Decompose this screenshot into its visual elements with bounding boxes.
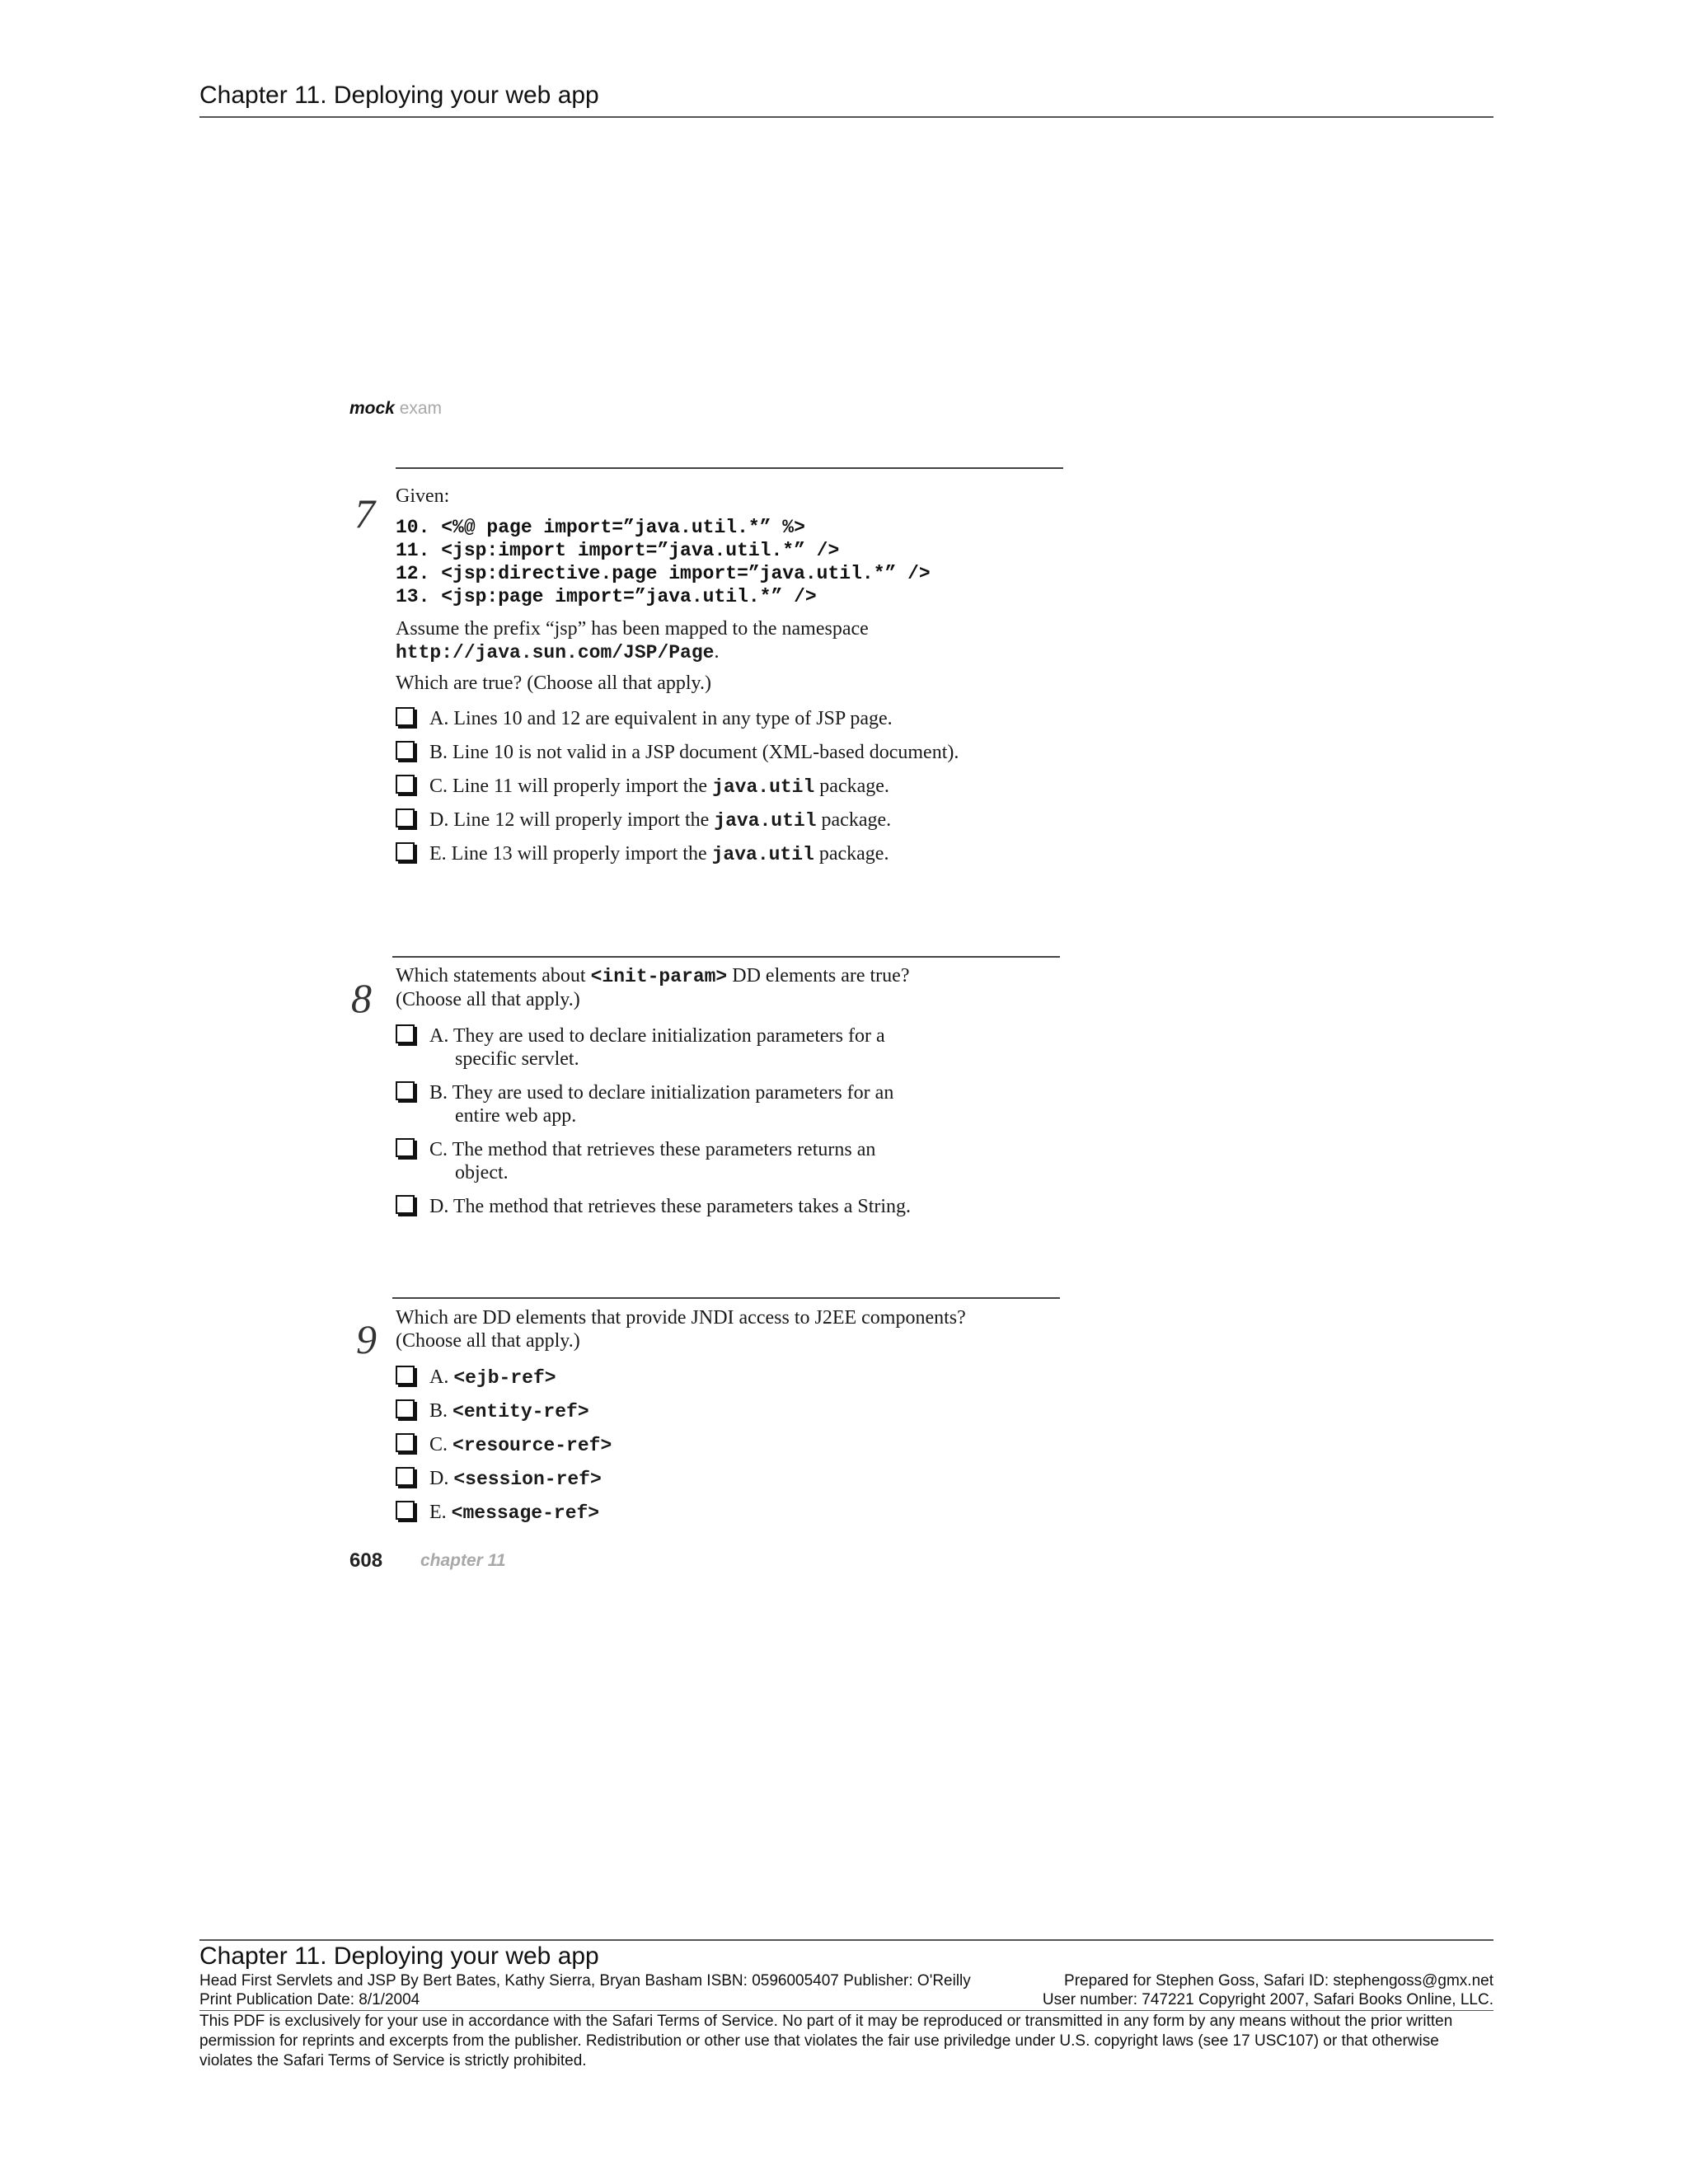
assumption-text: Assume the prefix “jsp” has been mapped to the namespace	[396, 618, 869, 640]
section-label-light: exam	[399, 399, 443, 418]
code-line: 12. <jsp:directive.page import=”java.util.*” />	[396, 563, 931, 584]
option-label: A. They are used to declare initialization parameters for a	[429, 1025, 885, 1047]
question-9-prompt	[396, 1306, 966, 1352]
checkbox-icon[interactable]	[396, 1366, 415, 1385]
option-label-cont: object.	[455, 1162, 509, 1183]
option-label-end: package.	[814, 776, 889, 797]
option-label-end: package.	[816, 809, 892, 831]
checkbox-icon[interactable]	[396, 741, 415, 760]
question-8-divider	[392, 956, 1060, 958]
option-label: C. The method that retrieves these parameters returns an	[429, 1139, 876, 1160]
question-9-divider	[392, 1297, 1060, 1299]
option-label: A. Lines 10 and 12 are equivalent in any type of JSP page.	[429, 708, 893, 729]
option-label: C. Line 11 will properly import the	[429, 776, 713, 797]
checkbox-icon[interactable]	[396, 808, 415, 827]
question-8-option-a[interactable]	[396, 1024, 885, 1071]
checkbox-icon[interactable]	[396, 1501, 415, 1520]
package-name: java.util	[712, 776, 815, 798]
checkbox-icon[interactable]	[396, 842, 415, 861]
checkbox-icon[interactable]	[396, 1399, 415, 1418]
question-7-option-e[interactable]	[396, 842, 889, 866]
question-7-code-block	[396, 516, 931, 608]
prompt-text: Which statements about	[396, 965, 591, 987]
code-line: 11. <jsp:import import=”java.util.*” />	[396, 540, 840, 561]
option-letter: A.	[429, 1366, 449, 1388]
page-chapter-label: chapter 11	[420, 1551, 506, 1570]
option-code: <message-ref>	[451, 1502, 600, 1524]
option-label: D. Line 12 will properly import the	[429, 809, 715, 831]
question-7-number: 7	[354, 490, 375, 537]
prompt-text: Which are DD elements that provide JNDI access to J2EE components?	[396, 1307, 966, 1329]
option-letter: D.	[429, 1468, 449, 1489]
init-param-code: <init-param>	[590, 966, 728, 987]
option-label-cont: entire web app.	[455, 1105, 577, 1127]
question-8-number: 8	[351, 975, 372, 1021]
prompt-line-2: (Choose all that apply.)	[396, 1330, 580, 1352]
question-7-option-a[interactable]	[396, 707, 893, 730]
footer-user-number: User number: 747221 Copyright 2007, Safari Books Online, LLC.	[1042, 1991, 1493, 2008]
option-label: B. Line 10 is not valid in a JSP document (XML-based document).	[429, 742, 959, 763]
footer-legal-notice: This PDF is exclusively for your use in accordance with the Safari Terms of Service. No part of it may be reproduced or transmitted in any form by any means without the prior written permission for reprints and excerpts from the publisher. Redistribution or other use that violates the fair use priviledge under U.S. copyright laws (see 17 USC107) or that otherwise violates the Safari Terms of Service is strictly prohibited.	[199, 2013, 1453, 2069]
footer-pub-date: Print Publication Date: 8/1/2004	[199, 1991, 420, 2008]
question-7-divider	[396, 467, 1063, 469]
checkbox-icon[interactable]	[396, 1024, 415, 1043]
option-label: E. Line 13 will properly import the	[429, 843, 712, 865]
question-7-intro: Given:	[396, 485, 450, 507]
section-label	[349, 399, 442, 419]
footer-divider-top	[199, 1939, 1493, 1941]
checkbox-icon[interactable]	[396, 1433, 415, 1452]
option-code: <resource-ref>	[452, 1435, 612, 1456]
question-8-option-d[interactable]	[396, 1195, 911, 1218]
option-label: D. The method that retrieves these parameters takes a String.	[429, 1196, 912, 1217]
question-9-number: 9	[356, 1316, 377, 1362]
question-7-option-b[interactable]	[396, 741, 959, 764]
question-7-option-c[interactable]	[396, 775, 889, 799]
option-code: <entity-ref>	[452, 1401, 589, 1422]
option-letter: B.	[429, 1400, 448, 1422]
header-divider	[199, 116, 1493, 118]
question-9-option-d[interactable]	[396, 1467, 602, 1491]
checkbox-icon[interactable]	[396, 775, 415, 794]
footer-prepared-for: Prepared for Stephen Goss, Safari ID: stephengoss@gmx.net	[1064, 1972, 1493, 1990]
namespace-uri: http://java.sun.com/JSP/Page	[396, 642, 715, 663]
question-9-option-a[interactable]	[396, 1366, 556, 1390]
question-7-prompt: Which are true? (Choose all that apply.)	[396, 673, 711, 694]
checkbox-icon[interactable]	[396, 1195, 415, 1214]
checkbox-icon[interactable]	[396, 1081, 415, 1100]
option-label-cont: specific servlet.	[455, 1048, 579, 1070]
question-8-option-b[interactable]	[396, 1081, 893, 1127]
section-label-bold: mock	[349, 399, 395, 418]
prompt-line-2: (Choose all that apply.)	[396, 989, 580, 1010]
question-9-option-b[interactable]	[396, 1399, 589, 1423]
option-label: B. They are used to declare initialization parameters for an	[429, 1082, 894, 1104]
question-9-option-c[interactable]	[396, 1433, 612, 1457]
question-8-option-c[interactable]	[396, 1138, 875, 1184]
package-name: java.util	[711, 844, 814, 865]
checkbox-icon[interactable]	[396, 707, 415, 726]
namespace-period: .	[714, 641, 720, 663]
prompt-text-end: DD elements are true?	[727, 965, 910, 987]
question-7-option-d[interactable]	[396, 808, 891, 832]
code-line: 13. <jsp:page import=”java.util.*” />	[396, 586, 817, 607]
option-letter: C.	[429, 1434, 448, 1455]
package-name: java.util	[714, 810, 817, 832]
page-header-title: Chapter 11. Deploying your web app	[199, 82, 599, 109]
question-8-prompt	[396, 964, 909, 1011]
question-9-option-e[interactable]	[396, 1501, 599, 1525]
code-line: 10. <%@ page import=”java.util.*” %>	[396, 517, 805, 538]
checkbox-icon[interactable]	[396, 1138, 415, 1157]
option-code: <ejb-ref>	[453, 1367, 556, 1389]
footer-book-info: Head First Servlets and JSP By Bert Bates, Kathy Sierra, Bryan Basham ISBN: 0596005407 Publisher: O'Reilly	[199, 1972, 971, 1990]
option-code: <session-ref>	[453, 1469, 602, 1490]
page-number: 608	[349, 1549, 383, 1572]
footer-divider-mid	[199, 2010, 1493, 2011]
option-label-end: package.	[814, 843, 889, 865]
option-letter: E.	[429, 1502, 447, 1523]
checkbox-icon[interactable]	[396, 1467, 415, 1486]
question-7-assumption	[396, 617, 869, 664]
footer-title: Chapter 11. Deploying your web app	[199, 1943, 599, 1970]
